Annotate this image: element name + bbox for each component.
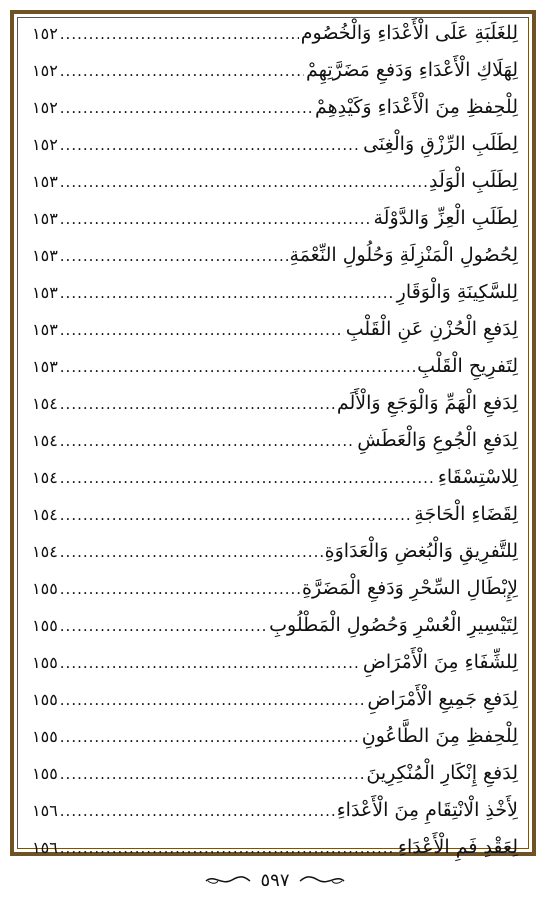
toc-entry-page: ١٥٣ [32, 320, 58, 339]
dot-leader [60, 99, 313, 117]
toc-entry[interactable] [32, 688, 518, 725]
toc-entry[interactable] [32, 799, 518, 836]
toc-entry[interactable] [32, 59, 518, 96]
left-ornament-icon [204, 872, 252, 888]
dot-leader [60, 210, 372, 228]
toc-entry-title: لِلغَلَبَةِ عَلَى الْأَعْدَاءِ وَالْخُصُوم [300, 22, 518, 44]
toc-entry[interactable] [32, 96, 518, 133]
toc-entry[interactable] [32, 429, 518, 466]
toc-entry[interactable] [32, 133, 518, 170]
dot-leader [60, 173, 427, 191]
toc-entry-page: ١٥٤ [32, 431, 58, 450]
toc-entry-title: لِإِبْطَالِ السِّحْرِ وَدَفعِ الْمَضَرَّةِ [302, 577, 518, 599]
toc-entry-title: لِحُصُولِ الْمَنْزِلَةِ وَحُلُولِ النِّعْمَةِ [289, 244, 518, 266]
dot-leader [60, 617, 267, 635]
toc-entry[interactable] [32, 725, 518, 762]
toc-entry-page: ١٥٦ [32, 801, 58, 820]
toc-entry-title: لِلسَّكِينَةِ وَالْوَقَارِ [396, 281, 518, 303]
toc-entry-page: ١٥٣ [32, 246, 58, 265]
toc-entry-page: ١٥٢ [32, 61, 58, 80]
toc-entry[interactable] [32, 22, 518, 59]
toc-entry-title: لِقَضَاءِ الْحَاجَةِ [414, 503, 518, 525]
dot-leader [60, 247, 288, 265]
dot-leader [60, 136, 361, 154]
toc-entry[interactable] [32, 355, 518, 392]
toc-entry-page: ١٥٢ [32, 98, 58, 117]
dot-leader [60, 543, 323, 561]
toc-entry-page: ١٥٦ [32, 838, 58, 857]
dot-leader [60, 321, 344, 339]
toc-entry-title: لِلتَّفرِيقِ وَالْبُغضِ وَالْعَدَاوَةِ [324, 540, 518, 562]
toc-entry[interactable] [32, 540, 518, 577]
toc-entry-page: ١٥٥ [32, 690, 58, 709]
toc-entry-title: لِتَفرِيحِ الْقَلْبِ [417, 355, 518, 377]
toc-entry-page: ١٥٥ [32, 764, 58, 783]
toc-entry[interactable] [32, 281, 518, 318]
toc-entry-title: لِدَفعِ جَمِيعِ الْأَمْرَاضِ [367, 688, 518, 710]
dot-leader [60, 395, 335, 413]
toc-entry[interactable] [32, 577, 518, 614]
toc-entry-title: لِلاسْتِسْقَاءِ [437, 466, 518, 488]
toc-entry-page: ١٥٣ [32, 209, 58, 228]
dot-leader [60, 62, 304, 80]
dot-leader [60, 284, 395, 302]
toc-entry-title: لِدَفعِ الْجُوعِ وَالْعَطَشِ [357, 429, 518, 451]
page-number: ٥٩٧ [260, 869, 290, 891]
toc-entry[interactable] [32, 762, 518, 799]
toc-entry-page: ١٥٤ [32, 505, 58, 524]
toc-entry[interactable] [32, 614, 518, 651]
toc-entry-page: ١٥٥ [32, 727, 58, 746]
toc-entry-page: ١٥٣ [32, 357, 58, 376]
toc-entry[interactable] [32, 207, 518, 244]
toc-entry-title: لِتَيْسِيرِ الْعُسْرِ وَحُصُولِ الْمَطْلُوبِ [269, 614, 518, 636]
dot-leader [60, 765, 365, 783]
page-footer [0, 868, 550, 892]
dot-leader [60, 580, 300, 598]
toc-entry-page: ١٥٥ [32, 616, 58, 635]
dot-leader [60, 654, 361, 672]
toc-entry-page: ١٥٥ [32, 653, 58, 672]
toc-entry-title: لِلْحِفظِ مِنَ الْأَعْدَاءِ وَكَيْدِهِمْ [315, 96, 518, 118]
dot-leader [60, 432, 355, 450]
toc-entry-title: لِأَخْذِ الْانْتِقَامِ مِنَ الْأَعْدَاءِ [336, 799, 518, 821]
toc-entry[interactable] [32, 170, 518, 207]
toc-entry-page: ١٥٣ [32, 172, 58, 191]
dot-leader [60, 25, 299, 43]
toc-entry-title: لِعَقْدِ فَمِ الْأَعْدَاءِ [398, 836, 518, 858]
toc-entry[interactable] [32, 392, 518, 429]
toc-entry[interactable] [32, 503, 518, 540]
toc-entry[interactable] [32, 244, 518, 281]
toc-entry-page: ١٥٤ [32, 542, 58, 561]
toc-entry-page: ١٥٥ [32, 579, 58, 598]
toc-entry[interactable] [32, 466, 518, 503]
toc-entry-title: لِطَلَبِ الْوَلَدِ [428, 170, 518, 192]
toc-entry-page: ١٥٣ [32, 283, 58, 302]
toc-entry-title: لِهَلَاكِ الْأَعْدَاءِ وَدَفعِ مَضَرَّتِهِمْ [306, 59, 518, 81]
toc-entry[interactable] [32, 318, 518, 355]
toc-entry-title: لِطَلَبِ الْعِزِّ وَالدَّوْلَة [373, 207, 518, 229]
toc-entry-page: ١٥٢ [32, 135, 58, 154]
toc-entry-page: ١٥٤ [32, 394, 58, 413]
dot-leader [60, 839, 396, 857]
dot-leader [60, 728, 360, 746]
toc-entry-title: لِدَفعِ الْحُزْنِ عَنِ الْقَلْبِ [345, 318, 518, 340]
dot-leader [60, 358, 415, 376]
toc-entry-title: لِلْحِفظِ مِنَ الطَّاعُونِ [361, 725, 518, 747]
toc-entry-title: لِطَلَبِ الرِّزْقِ وَالْغِنَى [363, 133, 518, 155]
dot-leader [60, 802, 335, 820]
dot-leader [60, 691, 366, 709]
table-of-contents [32, 22, 518, 873]
toc-entry[interactable] [32, 651, 518, 688]
right-ornament-icon [298, 872, 346, 888]
toc-entry-title: لِدَفعِ إِنْكَارِ الْمُنْكِرِينَ [366, 762, 518, 784]
toc-entry-title: لِدَفعِ الْهَمِّ وَالْوَجَعِ وَالْأَلَم [336, 392, 518, 414]
dot-leader [60, 506, 413, 524]
toc-entry-title: لِلشِّفَاءِ مِنَ الْأَمْرَاضِ [362, 651, 518, 673]
toc-entry-page: ١٥٤ [32, 468, 58, 487]
toc-entry-page: ١٥٢ [32, 24, 58, 43]
dot-leader [60, 469, 436, 487]
